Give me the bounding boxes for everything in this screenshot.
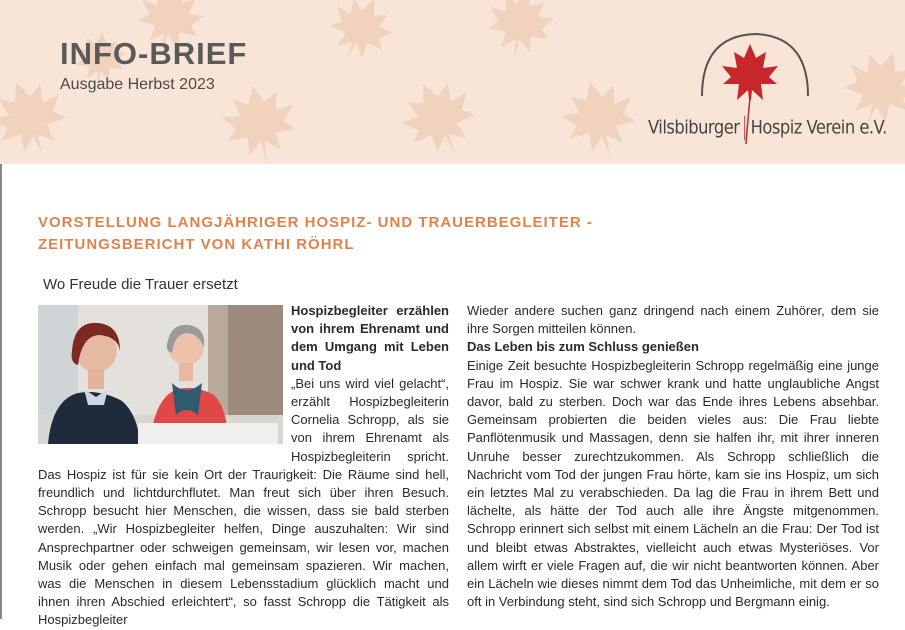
newsletter-title: INFO-BRIEF — [60, 36, 248, 71]
logo-text-left: Vilsbiburger — [648, 116, 740, 139]
newsletter-header — [0, 0, 905, 164]
section-heading-line-2: ZEITUNGSBERICHT VON KATHI RÖHRL — [38, 236, 355, 253]
article-title: Wo Freude die Trauer ersetzt — [43, 276, 238, 293]
article-lead: Hospizbegleiter erzählen von ihrem Ehrenamt und dem Umgang mit Leben und Tod — [291, 303, 449, 373]
article-subheading: Das Leben bis zum Schluss genießen — [467, 339, 699, 355]
article-intro-right: Wieder andere suchen ganz dringend nach einem Zuhörer, dem sie ihre Sorgen mitteilen können. — [467, 303, 879, 337]
issue-subtitle: Ausgabe Herbst 2023 — [60, 76, 215, 93]
article-column-right — [467, 302, 879, 611]
logo-separator — [745, 116, 746, 140]
page-edge-rule — [0, 164, 2, 619]
article-body-left: „Bei uns wird viel gelacht“, erzählt Hospizbegleiterin Cornelia Schropp, als sie von ihrem Ehrenamt als Hospizbegleiterin spricht. Das Hospiz ist für sie kein Ort der Traurigkeit: Die Räume sind hell, freundlich und lichtdurchflutet. Man freut sich über ihren Besuch. Schropp besucht hier Menschen, die wissen, dass sie bald sterben werden. „Wir Hospizbegleiter helfen, Dinge auszuhalten: Wir sind Ansprechpartner oder schweigen gemeinsam, wir lesen vor, machen Musik oder gehen einfach mal gemeinsam spazieren. Wir machen, was die Menschen in diesem Lebensstadium glücklich macht und ihnen ihren Abschied erleichtert“, so fasst Schropp die Tätigkeit als Hospizbegleiter — [38, 375, 449, 628]
section-heading-line-1: VORSTELLUNG LANGJÄHRIGER HOSPIZ- UND TRAUERBEGLEITER - — [38, 214, 593, 231]
photo-float-spacer — [38, 302, 291, 448]
section-heading — [38, 212, 598, 256]
article-column-left — [38, 302, 449, 630]
logo-text-right: Hospiz Verein e.V. — [750, 116, 887, 139]
logo-text — [648, 116, 887, 140]
article-body-right: Einige Zeit besuchte Hospizbegleiterin Schropp regelmäßig eine junge Frau im Hospiz. Sie war schwer krank und hatte unglaubliche Angst davor, bald zu sterben. Doch war das Ende ihres Lebens absehbar. Gemeinsam probierten die beiden vieles aus: Die Frau liebte Panflötenmusik und Massagen, denn sie halfen ihr, mit ihrer inneren Unruhe besser zurechtzukommen. Als Schropp schließlich die Nachricht vom Tod der jungen Frau hörte, kam sie ins Hospiz, um sich ein letztes Mal zu verabschieden. Da lag die Frau in ihrem Bett und lächelte, als hätte der Tod auch alle ihre Ängste mitgenommen. Schropp erinnert sich selbst mit einem Lächeln an die Frau: Der Tod ist und bleibt etwas Abstraktes, vielleicht auch etwas Mysteriöses. Vor allem wirft er viele Fragen auf, die wir nicht beantworten können. Aber ein Lächeln wie dieses nimmt dem Tod das Unheimliche, mit dem er so oft in Verbindung steht, sind sich Schropp und Bergmann einig. — [467, 357, 879, 610]
